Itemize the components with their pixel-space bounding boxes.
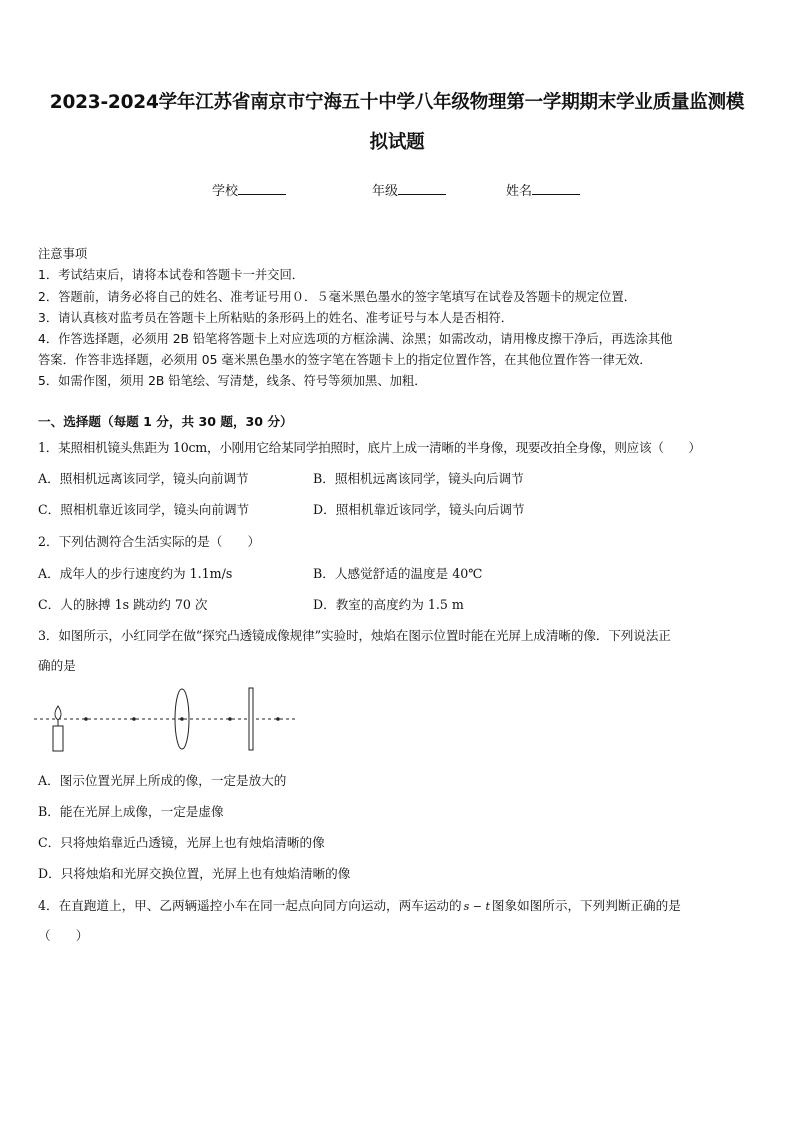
lens-center-point bbox=[180, 717, 184, 721]
question-3-option-c: C．只将烛焰靠近凸透镜，光屏上也有烛焰清晰的像 bbox=[38, 835, 325, 850]
note-item: 1．考试结束后，请将本试卷和答题卡一并交回． bbox=[38, 268, 305, 282]
question-1-stem: 1．某照相机镜头焦距为 10cm，小刚用它给某同学拍照时，底片上成一清晰的半身像，现要改拍全身像，则应该（ ） bbox=[38, 440, 701, 455]
exam-title-line-2: 拟试题 bbox=[369, 132, 425, 153]
note-item: 4．作答选择题，必须用 2B 铅笔将答题卡上对应选项的方框涂满、涂黑；如需改动，请用橡皮擦干净后，再选涂其他 bbox=[38, 332, 673, 346]
question-3-option-b: B．能在光屏上成像，一定是虚像 bbox=[38, 804, 224, 819]
grade-blank bbox=[398, 194, 446, 195]
question-2-option-b: B．人感觉舒适的温度是 40℃ bbox=[313, 566, 483, 581]
note-item: 3．请认真核对监考员在答题卡上所粘贴的条形码上的姓名、准考证号与本人是否相符． bbox=[38, 311, 514, 325]
note-item: 答案．作答非选择题，必须用 05 毫米黑色墨水的签字笔在答题卡上的指定位置作答，在其他位置作答一律无效． bbox=[38, 353, 652, 367]
school-blank bbox=[238, 194, 286, 195]
question-3-option-a: A．图示位置光屏上所成的像，一定是放大的 bbox=[38, 773, 287, 788]
question-2-option-c: C．人的脉搏 1s 跳动约 70 次 bbox=[38, 597, 208, 612]
name-blank bbox=[532, 194, 580, 195]
notes-heading: 注意事项 bbox=[38, 247, 88, 261]
question-1-option-a: A．照相机远离该同学，镜头向前调节 bbox=[38, 471, 249, 486]
question-4-stem-post: 图象如图所示，下列判断正确的是 bbox=[491, 898, 681, 913]
name-label: 姓名 bbox=[506, 184, 533, 199]
note-item: 5．如需作图，须用 2B 铅笔绘、写清楚，线条、符号等须加黑、加粗． bbox=[38, 374, 427, 388]
question-1-option-c: C．照相机靠近该同学，镜头向前调节 bbox=[38, 502, 250, 517]
s-t-math: s − t bbox=[463, 900, 490, 913]
question-4-stem-continued: （ ） bbox=[38, 928, 89, 943]
question-2-option-a: A．成年人的步行速度约为 1.1m/s bbox=[38, 566, 233, 581]
section-heading: 一、选择题（每题 1 分，共 30 题，30 分） bbox=[38, 414, 293, 429]
lens-experiment-diagram bbox=[34, 686, 304, 756]
grade-field bbox=[372, 180, 446, 199]
school-label: 学校 bbox=[212, 184, 239, 199]
axis-point bbox=[84, 717, 88, 721]
light-screen-icon bbox=[249, 688, 253, 750]
question-1-option-b: B．照相机远离该同学，镜头向后调节 bbox=[313, 471, 524, 486]
question-4-stem bbox=[38, 895, 681, 914]
question-3-stem: 3．如图所示，小红同学在做“探究凸透镜成像规律”实验时，烛焰在图示位置时能在光屏上成清晰的像．下列说法正 bbox=[38, 628, 671, 643]
question-2-stem: 2．下列估测符合生活实际的是（ ） bbox=[38, 534, 261, 549]
question-3-stem-continued: 确的是 bbox=[38, 658, 76, 673]
school-field bbox=[212, 180, 286, 199]
grade-label: 年级 bbox=[372, 184, 399, 199]
axis-point bbox=[132, 717, 136, 721]
exam-title-line-1: 2023-2024学年江苏省南京市宁海五十中学八年级物理第一学期期末学业质量监测模 bbox=[49, 92, 745, 113]
question-2-option-d: D．教室的高度约为 1.5 m bbox=[313, 597, 464, 612]
question-4-stem-pre: 4．在直跑道上，甲、乙两辆遥控小车在同一起点向同方向运动，两车运动的 bbox=[38, 898, 462, 913]
candle-icon bbox=[53, 706, 63, 751]
note-item: 2．答题前，请务必将自己的姓名、准考证号用０．５毫米黑色墨水的签字笔填写在试卷及答题卡的规定位置． bbox=[38, 290, 637, 304]
name-field bbox=[506, 180, 580, 199]
axis-point bbox=[276, 717, 280, 721]
question-3-option-d: D．只将烛焰和光屏交换位置，光屏上也有烛焰清晰的像 bbox=[38, 866, 351, 881]
question-1-option-d: D．照相机靠近该同学，镜头向后调节 bbox=[313, 502, 525, 517]
axis-point bbox=[228, 717, 232, 721]
